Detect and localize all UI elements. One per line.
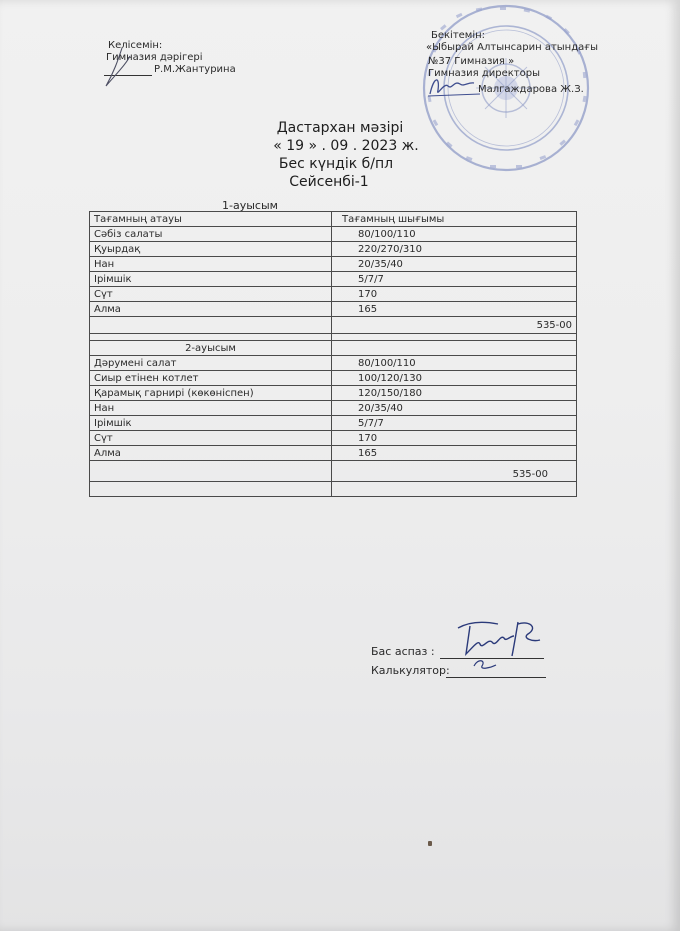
dish-name: Сүт — [90, 431, 332, 446]
dish-yield: 100/120/130 — [332, 371, 577, 386]
dish-name: Ірімшік — [90, 416, 332, 431]
table-row — [90, 227, 577, 242]
table-row — [90, 272, 577, 287]
dish-name: Сүт — [90, 287, 332, 302]
spacer-cell — [332, 482, 577, 497]
dish-name: Дәрумені салат — [90, 356, 332, 371]
table-row — [90, 446, 577, 461]
dish-name: Алма — [90, 446, 332, 461]
total-empty-cell — [90, 461, 332, 482]
school-number-line: №37 Гимназия » — [428, 56, 515, 67]
dish-yield: 20/35/40 — [332, 401, 577, 416]
table-row — [90, 257, 577, 272]
column-header-yield: Тағамның шығымы — [332, 212, 577, 227]
dish-yield: 20/35/40 — [332, 257, 577, 272]
head-cook-label: Бас аспаз : — [371, 645, 435, 658]
dish-name: Сәбіз салаты — [90, 227, 332, 242]
spacer-row — [90, 334, 577, 341]
dish-yield: 120/150/180 — [332, 386, 577, 401]
shift2-total: 535-00 — [332, 461, 577, 482]
shift2-header-empty — [332, 341, 577, 356]
shift1-label: 1-ауысым — [222, 199, 278, 212]
shift1-total: 535-00 — [332, 317, 577, 334]
menu-table — [89, 211, 577, 497]
dish-yield: 220/270/310 — [332, 242, 577, 257]
director-name: Малгаждарова Ж.З. — [478, 84, 584, 95]
shift2-header-row — [90, 341, 577, 356]
spacer-row — [90, 482, 577, 497]
calculator-signature-line — [446, 677, 546, 678]
dish-name: Қарамық гарнирі (көкөніспен) — [90, 386, 332, 401]
total-row — [90, 461, 577, 482]
table-header-row — [90, 212, 577, 227]
table-row — [90, 371, 577, 386]
menu-period: Бес күндік б/пл — [278, 156, 394, 172]
doctor-signature-icon — [96, 42, 166, 102]
doctor-name: Р.М.Жантурина — [154, 64, 236, 75]
spacer-cell — [332, 334, 577, 341]
dish-yield: 165 — [332, 302, 577, 317]
shift2-label: 2-ауысым — [90, 341, 332, 356]
table-row — [90, 287, 577, 302]
table-row — [90, 302, 577, 317]
approved-label: Бекітемін: — [431, 30, 486, 41]
dish-name: Қуырдақ — [90, 242, 332, 257]
dish-yield: 5/7/7 — [332, 272, 577, 287]
calculator-label: Калькулятор: — [371, 664, 450, 677]
director-title: Гимназия директоры — [428, 68, 540, 79]
spacer-cell — [90, 334, 332, 341]
dish-yield: 80/100/110 — [332, 356, 577, 371]
page-mark — [428, 841, 432, 846]
menu-title: Дастархан мәзірі — [276, 120, 404, 136]
total-empty-cell — [90, 317, 332, 334]
agreed-label: Келісемін: — [108, 40, 163, 51]
dish-name: Ірімшік — [90, 272, 332, 287]
calculator-signature-icon — [470, 656, 500, 674]
dish-yield: 165 — [332, 446, 577, 461]
column-header-name: Тағамның атауы — [90, 212, 332, 227]
table-row — [90, 431, 577, 446]
dish-yield: 170 — [332, 431, 577, 446]
dish-name: Алма — [90, 302, 332, 317]
table-row — [90, 416, 577, 431]
director-signature-icon — [424, 68, 484, 104]
table-row — [90, 386, 577, 401]
dish-name: Сиыр етінен котлет — [90, 371, 332, 386]
menu-day: Сейсенбі-1 — [289, 174, 369, 190]
school-name-line: «Ыбырай Алтынсарин атындағы — [426, 42, 599, 53]
dish-name: Нан — [90, 257, 332, 272]
dish-yield: 170 — [332, 287, 577, 302]
total-row — [90, 317, 577, 334]
table-row — [90, 401, 577, 416]
menu-date: « 19 » . 09 . 2023 ж. — [273, 138, 419, 154]
doctor-title: Гимназия дәрігері — [106, 52, 203, 63]
dish-yield: 5/7/7 — [332, 416, 577, 431]
table-row — [90, 356, 577, 371]
dish-yield: 80/100/110 — [332, 227, 577, 242]
table-row — [90, 242, 577, 257]
spacer-cell — [90, 482, 332, 497]
dish-name: Нан — [90, 401, 332, 416]
